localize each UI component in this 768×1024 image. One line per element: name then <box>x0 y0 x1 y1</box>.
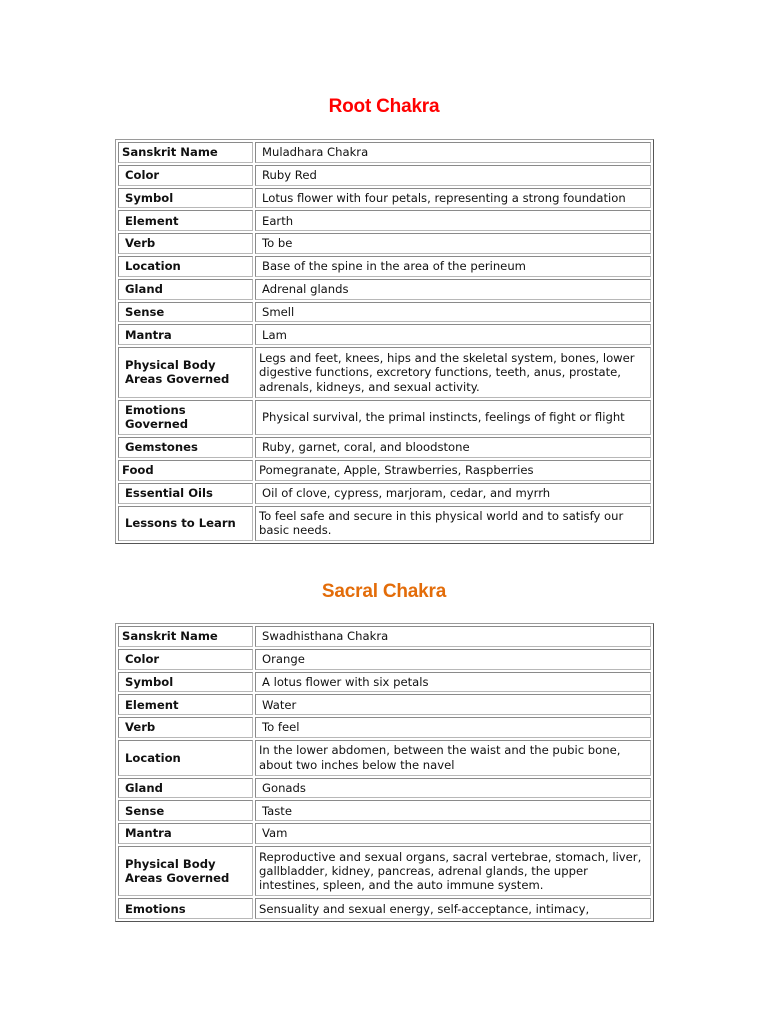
table-row <box>118 347 651 397</box>
row-key: Symbol <box>118 672 253 693</box>
row-key: Lessons to Learn <box>118 506 253 542</box>
table-row <box>118 694 651 715</box>
table-row <box>118 142 651 163</box>
row-value: Legs and feet, knees, hips and the skeletal system, bones, lower digestive functions, excretory functions, teeth, anus, prostate, adrenals, kidneys, and sexual activity. <box>255 347 651 397</box>
row-value: Adrenal glands <box>255 279 651 300</box>
row-key: Sanskrit Name <box>118 626 253 647</box>
row-value: Muladhara Chakra <box>255 142 651 163</box>
row-key: Mantra <box>118 324 253 345</box>
root-chakra-table <box>115 139 654 544</box>
table-row <box>118 898 651 919</box>
row-value: Taste <box>255 800 651 821</box>
row-key: Element <box>118 210 253 231</box>
table-row <box>118 256 651 277</box>
table-row <box>118 279 651 300</box>
row-value: A lotus flower with six petals <box>255 672 651 693</box>
row-value: Lam <box>255 324 651 345</box>
table-row <box>118 483 651 504</box>
table-row <box>118 649 651 670</box>
row-key: Verb <box>118 717 253 738</box>
row-key: Location <box>118 740 253 776</box>
row-key: Location <box>118 256 253 277</box>
row-value: Water <box>255 694 651 715</box>
table-row <box>118 233 651 254</box>
row-value: To feel <box>255 717 651 738</box>
table-row <box>118 846 651 896</box>
table-row <box>118 626 651 647</box>
row-value: In the lower abdomen, between the waist and the pubic bone, about two inches below the navel <box>255 740 651 776</box>
row-key: Physical Body Areas Governed <box>118 846 253 896</box>
sacral-chakra-title: Sacral Chakra <box>321 581 447 602</box>
row-value: Oil of clove, cypress, marjoram, cedar, and myrrh <box>255 483 651 504</box>
row-key: Symbol <box>118 188 253 209</box>
sacral-chakra-table <box>115 623 654 922</box>
row-value: Earth <box>255 210 651 231</box>
row-key: Sense <box>118 800 253 821</box>
row-key: Gland <box>118 279 253 300</box>
row-value: Lotus flower with four petals, representing a strong foundation <box>255 188 651 209</box>
table-row <box>118 778 651 799</box>
table-row <box>118 672 651 693</box>
row-value: To feel safe and secure in this physical world and to satisfy our basic needs. <box>255 506 651 542</box>
table-row <box>118 740 651 776</box>
table-row <box>118 437 651 458</box>
table-row <box>118 506 651 542</box>
table-row <box>118 800 651 821</box>
row-value: Reproductive and sexual organs, sacral vertebrae, stomach, liver, gallbladder, kidney, pancreas, adrenal glands, the upper intestines, spleen, and the auto immune system. <box>255 846 651 896</box>
row-key: Food <box>118 460 253 481</box>
row-key: Verb <box>118 233 253 254</box>
row-value: Ruby, garnet, coral, and bloodstone <box>255 437 651 458</box>
row-value: Orange <box>255 649 651 670</box>
table-row <box>118 188 651 209</box>
row-value: Gonads <box>255 778 651 799</box>
row-key: Physical Body Areas Governed <box>118 347 253 397</box>
row-key: Gland <box>118 778 253 799</box>
table-row <box>118 460 651 481</box>
row-key: Gemstones <box>118 437 253 458</box>
row-value: Pomegranate, Apple, Strawberries, Raspberries <box>255 460 651 481</box>
row-value: Sensuality and sexual energy, self-acceptance, intimacy, <box>255 898 651 919</box>
row-key: Mantra <box>118 823 253 844</box>
row-key: Sense <box>118 302 253 323</box>
row-value: Base of the spine in the area of the perineum <box>255 256 651 277</box>
row-key: Sanskrit Name <box>118 142 253 163</box>
row-value: To be <box>255 233 651 254</box>
row-key: Element <box>118 694 253 715</box>
table-row <box>118 302 651 323</box>
table-row <box>118 210 651 231</box>
row-value: Smell <box>255 302 651 323</box>
row-value: Swadhisthana Chakra <box>255 626 651 647</box>
row-value: Ruby Red <box>255 165 651 186</box>
row-key: Color <box>118 649 253 670</box>
row-key: Emotions Governed <box>118 400 253 436</box>
row-key: Color <box>118 165 253 186</box>
table-row <box>118 165 651 186</box>
root-chakra-title: Root Chakra <box>328 96 440 117</box>
table-row <box>118 717 651 738</box>
row-value: Vam <box>255 823 651 844</box>
table-row <box>118 324 651 345</box>
table-row <box>118 823 651 844</box>
row-value: Physical survival, the primal instincts, feelings of fight or flight <box>255 400 651 436</box>
row-key: Emotions <box>118 898 253 919</box>
row-key: Essential Oils <box>118 483 253 504</box>
table-row <box>118 400 651 436</box>
